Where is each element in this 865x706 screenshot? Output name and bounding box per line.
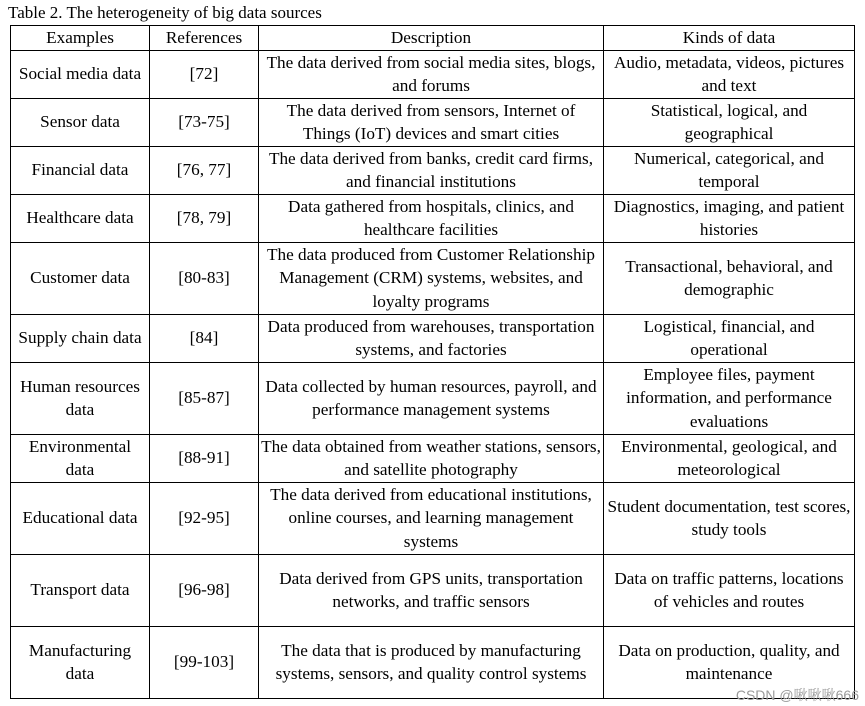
csdn-watermark: CSDN @啾啾啾666 (735, 687, 859, 703)
table-row (11, 434, 855, 482)
cell-reference: [85-87] (150, 362, 259, 434)
cell-reference: [80-83] (150, 242, 259, 314)
cell-example: Human resources data (11, 362, 150, 434)
cell-example: Supply chain data (11, 314, 150, 362)
cell-reference: [84] (150, 314, 259, 362)
header-examples: Examples (11, 26, 150, 51)
cell-reference: [73-75] (150, 98, 259, 146)
cell-description: The data derived from social media sites, blogs, and forums (259, 50, 604, 98)
table-row (11, 314, 855, 362)
cell-example: Sensor data (11, 98, 150, 146)
table-row (11, 362, 855, 434)
cell-description: Data collected by human resources, payroll, and performance management systems (259, 362, 604, 434)
cell-reference: [99-103] (150, 626, 259, 698)
cell-example: Social media data (11, 50, 150, 98)
cell-kinds: Data on traffic patterns, locations of vehicles and routes (604, 554, 855, 626)
cell-kinds: Transactional, behavioral, and demographic (604, 242, 855, 314)
cell-kinds: Diagnostics, imaging, and patient histories (604, 194, 855, 242)
cell-reference: [78, 79] (150, 194, 259, 242)
cell-description: The data obtained from weather stations, sensors, and satellite photography (259, 434, 604, 482)
cell-example: Manufacturing data (11, 626, 150, 698)
header-references: References (150, 26, 259, 51)
table-row (11, 194, 855, 242)
cell-example: Financial data (11, 146, 150, 194)
cell-description: The data derived from banks, credit card firms, and financial institutions (259, 146, 604, 194)
cell-kinds: Audio, metadata, videos, pictures and text (604, 50, 855, 98)
cell-reference: [76, 77] (150, 146, 259, 194)
cell-description: Data produced from warehouses, transportation systems, and factories (259, 314, 604, 362)
cell-example: Educational data (11, 482, 150, 554)
cell-reference: [96-98] (150, 554, 259, 626)
cell-kinds: Logistical, financial, and operational (604, 314, 855, 362)
cell-reference: [92-95] (150, 482, 259, 554)
header-kinds-of-data: Kinds of data (604, 26, 855, 51)
table-row (11, 146, 855, 194)
table-row (11, 482, 855, 554)
table-row (11, 98, 855, 146)
cell-reference: [72] (150, 50, 259, 98)
cell-description: The data that is produced by manufacturing systems, sensors, and quality control systems (259, 626, 604, 698)
table-row (11, 242, 855, 314)
cell-kinds: Numerical, categorical, and temporal (604, 146, 855, 194)
cell-example: Customer data (11, 242, 150, 314)
cell-example: Environmental data (11, 434, 150, 482)
cell-reference: [88-91] (150, 434, 259, 482)
table-caption: Table 2. The heterogeneity of big data sources (8, 3, 322, 22)
cell-kinds: Environmental, geological, and meteorological (604, 434, 855, 482)
cell-description: The data derived from educational institutions, online courses, and learning management systems (259, 482, 604, 554)
cell-example: Healthcare data (11, 194, 150, 242)
table-row (11, 554, 855, 626)
cell-description: Data gathered from hospitals, clinics, and healthcare facilities (259, 194, 604, 242)
cell-kinds: Statistical, logical, and geographical (604, 98, 855, 146)
cell-kinds: Student documentation, test scores, study tools (604, 482, 855, 554)
cell-description: Data derived from GPS units, transportation networks, and traffic sensors (259, 554, 604, 626)
data-sources-table (10, 25, 855, 699)
cell-kinds: Employee files, payment information, and performance evaluations (604, 362, 855, 434)
header-description: Description (259, 26, 604, 51)
cell-kinds: Data on production, quality, and maintenance (604, 626, 855, 698)
table-row (11, 626, 855, 698)
cell-description: The data derived from sensors, Internet of Things (IoT) devices and smart cities (259, 98, 604, 146)
cell-example: Transport data (11, 554, 150, 626)
cell-description: The data produced from Customer Relationship Management (CRM) systems, websites, and loyalty programs (259, 242, 604, 314)
table-row (11, 50, 855, 98)
table-header-row (11, 26, 855, 51)
